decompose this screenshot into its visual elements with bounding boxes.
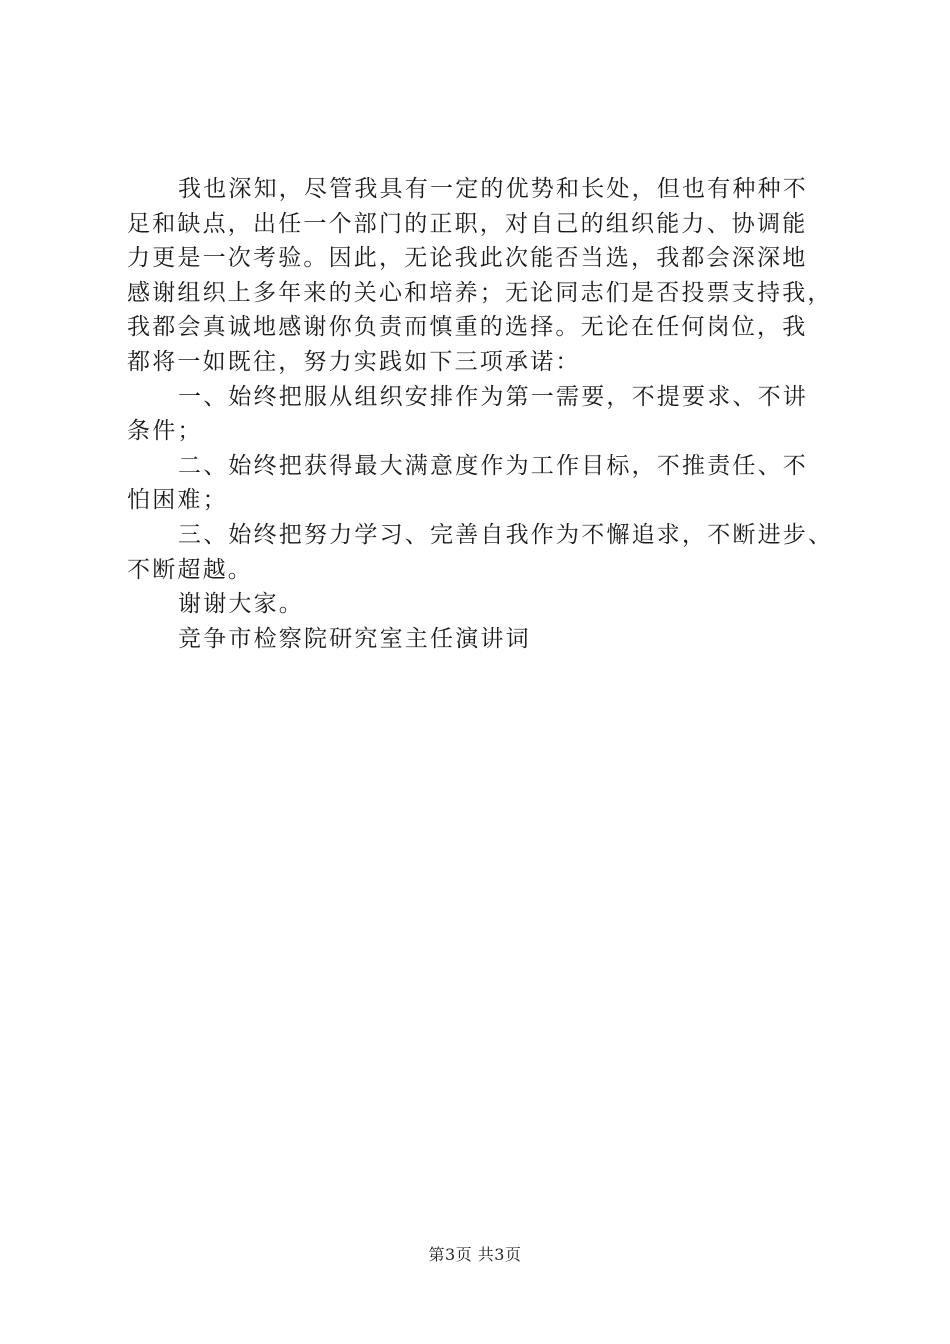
paragraph-line: 都将一如既往，努力实践如下三项承诺：	[127, 348, 581, 375]
speech-title: 竞争市检察院研究室主任演讲词	[178, 625, 531, 652]
commitment-item-3: 三、始终把努力学习、完善自我作为不懈追求，不断进步、	[178, 521, 834, 548]
paragraph-line: 感谢组织上多年来的关心和培养；无论同志们是否投票支持我，	[127, 279, 833, 306]
speech-body	[127, 172, 842, 656]
paragraph-line: 力更是一次考验。因此，无论我此次能否当选，我都会深深地	[127, 245, 808, 272]
page-footer: 第3页 共3页	[428, 1245, 522, 1264]
commitment-item-1-cont: 条件；	[127, 418, 203, 445]
paragraph-line: 我也深知，尽管我具有一定的优势和长处，但也有种种不	[178, 176, 808, 202]
closing-thanks: 谢谢大家。	[178, 591, 304, 618]
paragraph-line: 我都会真诚地感谢你负责而慎重的选择。无论在任何岗位，我	[127, 314, 808, 341]
commitment-item-3-cont: 不断超越。	[127, 556, 253, 583]
commitment-item-2-cont: 怕困难；	[127, 487, 228, 514]
commitment-item-1: 一、始终把服从组织安排作为第一需要，不提要求、不讲	[178, 383, 808, 410]
paragraph-line: 足和缺点，出任一个部门的正职，对自己的组织能力、协调能	[127, 210, 808, 237]
commitment-item-2: 二、始终把获得最大满意度作为工作目标，不推责任、不	[178, 452, 808, 479]
